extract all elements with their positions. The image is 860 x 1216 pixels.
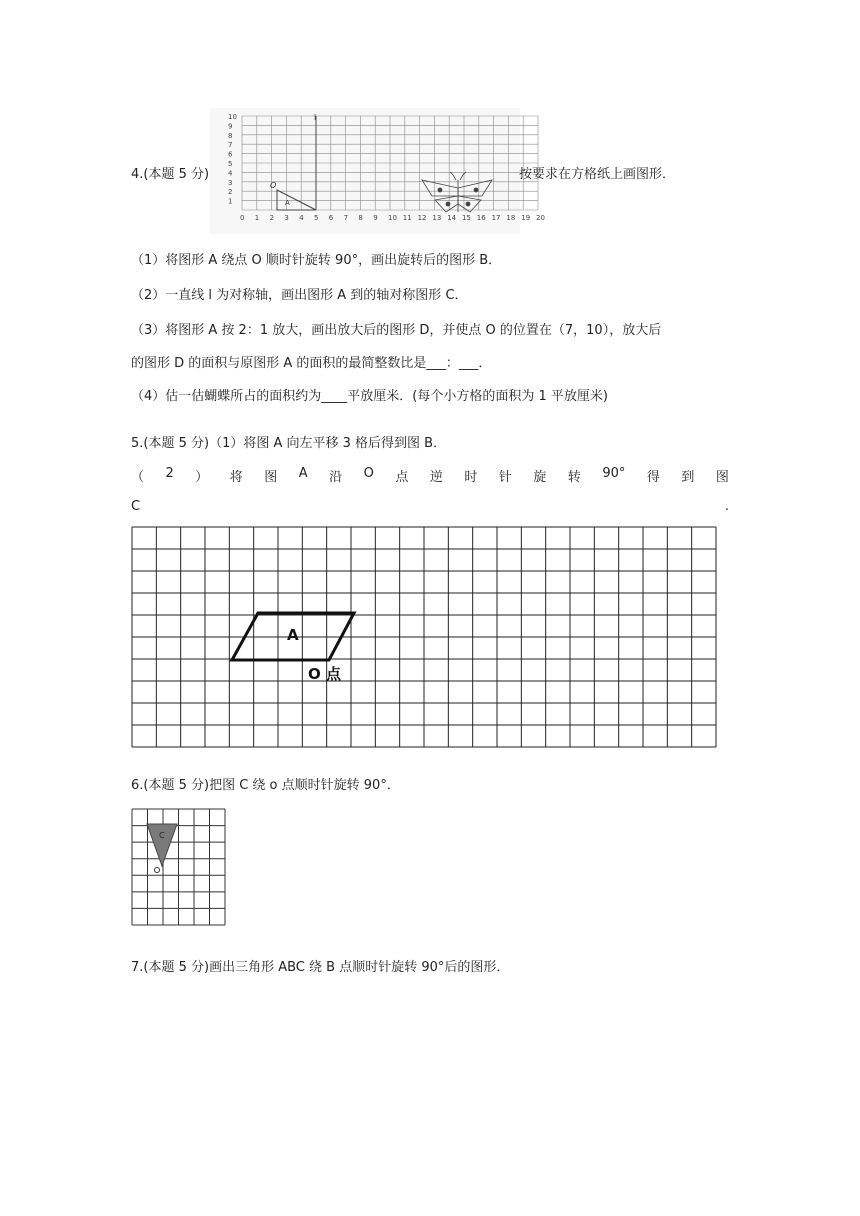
q5-line-2-token: 点: [395, 470, 409, 485]
x-tick-label: 20: [536, 214, 545, 222]
x-tick-label: 7: [343, 214, 349, 222]
q5-line-3: [131, 499, 729, 514]
triangle-a-label: A: [285, 199, 290, 207]
q4-item-4: （4）估一估蝴蝶所占的面积约为____平放厘米．(每个小方格的面积为 1 平放厘米): [131, 389, 608, 404]
point-o-label: O: [270, 181, 277, 190]
q5-line-2-token: 得: [646, 470, 660, 485]
q5-line-2-token: （: [131, 470, 145, 485]
q5-line-2-token: 时: [464, 470, 478, 485]
y-tick-label: 2: [228, 188, 233, 197]
x-tick-label: 6: [328, 214, 334, 222]
q4-item-2: （2）一直线 l 为对称轴，画出图形 A 到的轴对称图形 C．: [131, 288, 468, 303]
x-tick-label: 4: [299, 214, 304, 222]
x-tick-label: 15: [462, 214, 471, 222]
x-tick-label: 10: [388, 214, 397, 222]
x-tick-label: 8: [358, 214, 363, 222]
q5-line-2-token: 旋: [533, 470, 547, 485]
q5-line-2-token: ）: [195, 470, 209, 485]
x-tick-label: 5: [314, 214, 319, 222]
y-tick-label: 4: [228, 169, 233, 178]
q4-suffix: 按要求在方格纸上画图形．: [519, 167, 676, 182]
x-tick-label: 16: [476, 214, 486, 222]
x-tick-label: 9: [373, 214, 378, 222]
q5-line-2-token: 90°: [602, 466, 626, 481]
q5-grid-svg: [131, 526, 717, 748]
x-tick-label: 0: [240, 214, 245, 222]
q5-line-2-token: A: [298, 466, 308, 481]
x-tick-label: 14: [447, 214, 457, 222]
axis-label-l: l: [314, 113, 317, 122]
y-tick-label: 5: [228, 160, 233, 168]
point-o-label: O 点: [308, 665, 341, 683]
x-tick-label: 18: [506, 214, 516, 222]
triangle-c-label: C: [159, 831, 165, 840]
q4-item-3-cont: 的图形 D 的面积与原图形 A 的面积的最简整数比是___：___．: [131, 356, 492, 371]
q5-line-2-token: O: [363, 466, 374, 481]
x-tick-label: 1: [254, 214, 260, 222]
x-tick-label: 17: [491, 214, 501, 222]
y-tick-label: 9: [228, 122, 233, 131]
q6-grid-svg: [131, 808, 226, 926]
q4-figure: [210, 108, 545, 234]
parallelogram-a-label: A: [287, 626, 299, 644]
y-tick-label: 7: [228, 141, 233, 150]
q5-line-2-token: 针: [498, 470, 512, 485]
q5-line-2-token: 2: [165, 466, 174, 481]
coordinate-grid-figure: [210, 108, 545, 234]
q5-line-2: [131, 466, 729, 485]
q5-line-2-token: 图: [264, 470, 278, 485]
q5-line-2-token: 到: [681, 470, 695, 485]
q5-line-2-token: 转: [567, 470, 581, 485]
x-tick-label: 11: [402, 214, 412, 222]
q5-line-3-left: C: [131, 499, 141, 514]
q5-line-2-token: 将: [229, 470, 243, 485]
y-tick-label: 8: [228, 131, 233, 140]
q5-line-2-token: 图: [715, 470, 729, 485]
y-tick-label: 10: [228, 113, 237, 121]
x-tick-label: 19: [521, 214, 531, 222]
q4-item-3: （3）将图形 A 按 2：1 放大，画出放大后的图形 D，并使点 O 的位置在（7，10），放大后: [131, 323, 662, 338]
q4-prefix: 4.(本题 5 分): [131, 167, 210, 182]
x-tick-label: 13: [432, 214, 442, 222]
x-tick-label: 3: [284, 214, 289, 222]
q7-line: 7.(本题 5 分)画出三角形 ABC 绕 B 点顺时针旋转 90°后的图形．: [131, 960, 510, 975]
q5-line-3-right: .: [724, 499, 729, 514]
q5-grid: [131, 526, 717, 748]
point-o-marker: [155, 868, 160, 873]
q5-line-1: 5.(本题 5 分)（1）将图 A 向左平移 3 格后得到图 B．: [131, 436, 447, 451]
x-tick-label: 2: [269, 214, 275, 222]
q4-item-1: （1）将图形 A 绕点 O 顺时针旋转 90°，画出旋转后的图形 B．: [131, 253, 502, 268]
y-tick-label: 3: [228, 178, 233, 187]
q6-grid: [131, 808, 226, 926]
y-tick-label: 1: [228, 197, 233, 206]
q5-line-2-token: 沿: [329, 470, 343, 485]
y-tick-label: 6: [228, 150, 233, 159]
x-tick-label: 12: [417, 214, 427, 222]
q5-line-2-token: 逆: [429, 470, 443, 485]
q6-line: 6.(本题 5 分)把图 C 绕 o 点顺时针旋转 90°．: [131, 778, 400, 793]
